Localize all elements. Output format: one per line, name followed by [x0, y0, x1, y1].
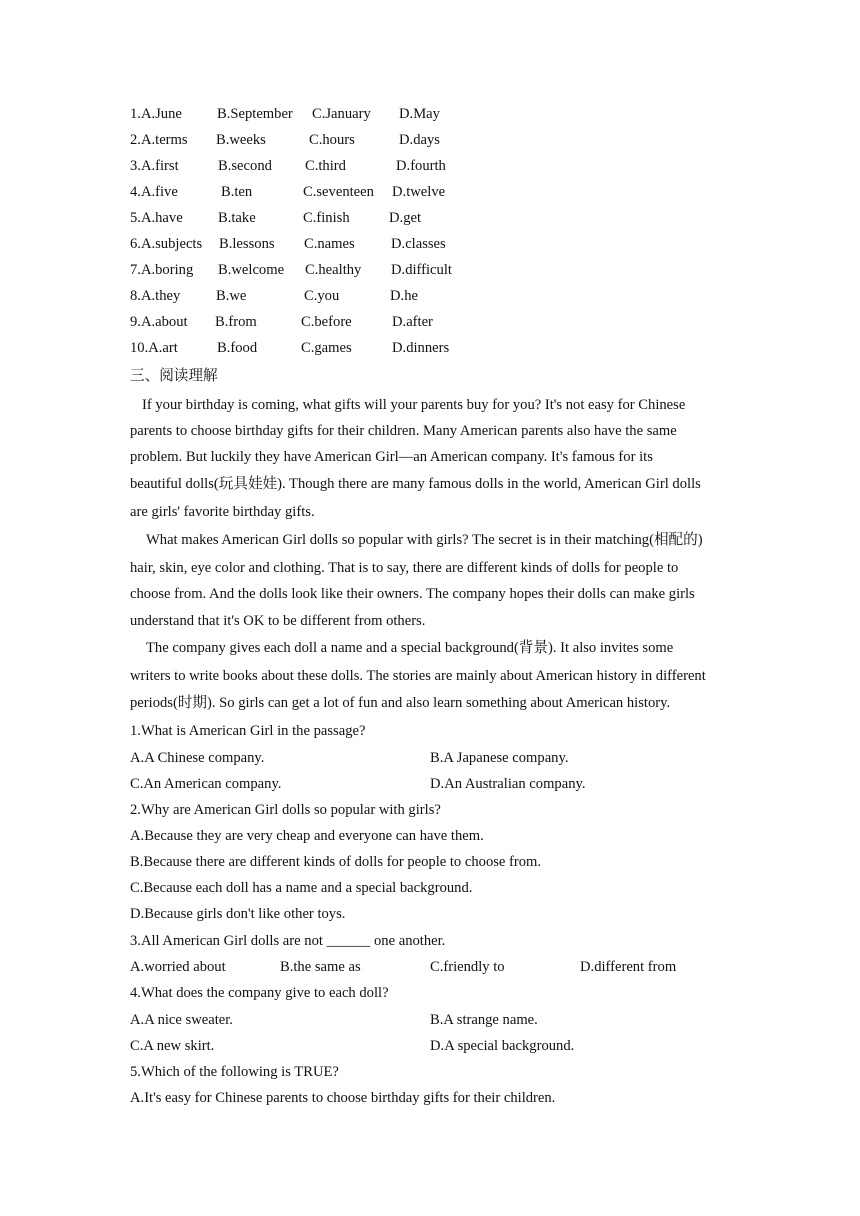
option-row — [130, 156, 770, 176]
answer-option-b: B.A strange name. — [430, 1012, 538, 1028]
passage-line: hair, skin, eye color and clothing. That is to say, there are different kinds of dolls for people to — [130, 560, 679, 576]
answer-option-c: C.A new skirt. — [130, 1038, 215, 1054]
option: C.before — [301, 314, 352, 330]
option-row — [130, 208, 770, 228]
answer-row — [130, 774, 770, 794]
option-row — [130, 338, 770, 358]
question-stem: 2.Why are American Girl dolls so popular with girls? — [130, 802, 441, 818]
option-row — [130, 286, 770, 306]
question-stem: 5.Which of the following is TRUE? — [130, 1064, 339, 1080]
option: 8.A.they — [130, 288, 181, 304]
section-heading: 三、阅读理解 — [130, 368, 218, 384]
option: B.weeks — [216, 132, 266, 148]
answer-option-d: D.different from — [580, 959, 677, 975]
passage-line: What makes American Girl dolls so popular with girls? The secret is in their matching(相配的) — [146, 532, 703, 548]
passage-line: beautiful dolls(玩具娃娃). Though there are many famous dolls in the world, American Girl dolls — [130, 476, 701, 492]
option: B.we — [216, 288, 247, 304]
option: C.hours — [309, 132, 355, 148]
option: D.get — [389, 210, 422, 226]
answer-option-a: A.worried about — [130, 959, 226, 975]
option: B.from — [215, 314, 257, 330]
option-row — [130, 312, 770, 332]
answer-row — [130, 1010, 770, 1030]
option-row — [130, 130, 770, 150]
answer-option-d: D.A special background. — [430, 1038, 575, 1054]
option: D.fourth — [396, 158, 446, 174]
question-stem: 1.What is American Girl in the passage? — [130, 723, 366, 739]
option: 3.A.first — [130, 158, 179, 174]
question-stem: 4.What does the company give to each doll? — [130, 985, 389, 1001]
option: 7.A.boring — [130, 262, 194, 278]
answer-option-d: D.Because girls don't like other toys. — [130, 906, 346, 922]
passage-line: understand that it's OK to be different from others. — [130, 613, 426, 629]
answer-option-b: B.A Japanese company. — [430, 750, 569, 766]
option-row — [130, 104, 770, 124]
option: D.after — [392, 314, 433, 330]
option-row — [130, 234, 770, 254]
answer-row — [130, 748, 770, 768]
option: C.third — [305, 158, 346, 174]
option: B.take — [218, 210, 256, 226]
answer-option-a: A.A nice sweater. — [130, 1012, 233, 1028]
option: D.days — [399, 132, 440, 148]
option: D.classes — [391, 236, 446, 252]
passage-line: writers to write books about these dolls. The stories are mainly about American history in different — [130, 668, 706, 684]
option: 6.A.subjects — [130, 236, 203, 252]
option: C.January — [312, 106, 371, 122]
option: C.finish — [303, 210, 350, 226]
answer-option-c: C.friendly to — [430, 959, 505, 975]
option: C.seventeen — [303, 184, 374, 200]
option: 4.A.five — [130, 184, 178, 200]
option: B.lessons — [219, 236, 275, 252]
option: 5.A.have — [130, 210, 183, 226]
option: 2.A.terms — [130, 132, 188, 148]
option: B.second — [218, 158, 272, 174]
option: B.welcome — [218, 262, 285, 278]
answer-option-a: A.A Chinese company. — [130, 750, 265, 766]
option: C.healthy — [305, 262, 362, 278]
option: C.names — [304, 236, 355, 252]
passage-line: problem. But luckily they have American Girl—an American company. It's famous for its — [130, 449, 653, 465]
option: 9.A.about — [130, 314, 188, 330]
option: D.he — [390, 288, 418, 304]
passage-line: If your birthday is coming, what gifts will your parents buy for you? It's not easy for Chinese — [142, 397, 686, 413]
option-row — [130, 260, 770, 280]
option: D.dinners — [392, 340, 450, 356]
option: D.difficult — [391, 262, 452, 278]
passage-line: choose from. And the dolls look like their owners. The company hopes their dolls can make girls — [130, 586, 695, 602]
answer-row — [130, 1036, 770, 1056]
option: 1.A.June — [130, 106, 182, 122]
answer-option-a: A.Because they are very cheap and everyone can have them. — [130, 828, 484, 844]
answer-option-c: C.Because each doll has a name and a special background. — [130, 880, 473, 896]
option: C.games — [301, 340, 352, 356]
passage-line: periods(时期). So girls can get a lot of fun and also learn something about American history. — [130, 695, 671, 711]
option: 10.A.art — [130, 340, 178, 356]
option: B.September — [217, 106, 293, 122]
answer-option-b: B.the same as — [280, 959, 361, 975]
option-row — [130, 182, 770, 202]
answer-option-a: A.It's easy for Chinese parents to choose birthday gifts for their children. — [130, 1090, 556, 1106]
passage-line: The company gives each doll a name and a special background(背景). It also invites some — [146, 640, 674, 656]
passage-line: are girls' favorite birthday gifts. — [130, 504, 315, 520]
question-stem: 3.All American Girl dolls are not ______ one another. — [130, 933, 446, 949]
option: B.food — [217, 340, 258, 356]
answer-option-b: B.Because there are different kinds of dolls for people to choose from. — [130, 854, 542, 870]
option: B.ten — [221, 184, 253, 200]
option: D.twelve — [392, 184, 446, 200]
answer-row — [130, 957, 770, 977]
answer-option-d: D.An Australian company. — [430, 776, 586, 792]
option: C.you — [304, 288, 340, 304]
option: D.May — [399, 106, 440, 122]
passage-line: parents to choose birthday gifts for their children. Many American parents also have the same — [130, 423, 677, 439]
answer-option-c: C.An American company. — [130, 776, 282, 792]
